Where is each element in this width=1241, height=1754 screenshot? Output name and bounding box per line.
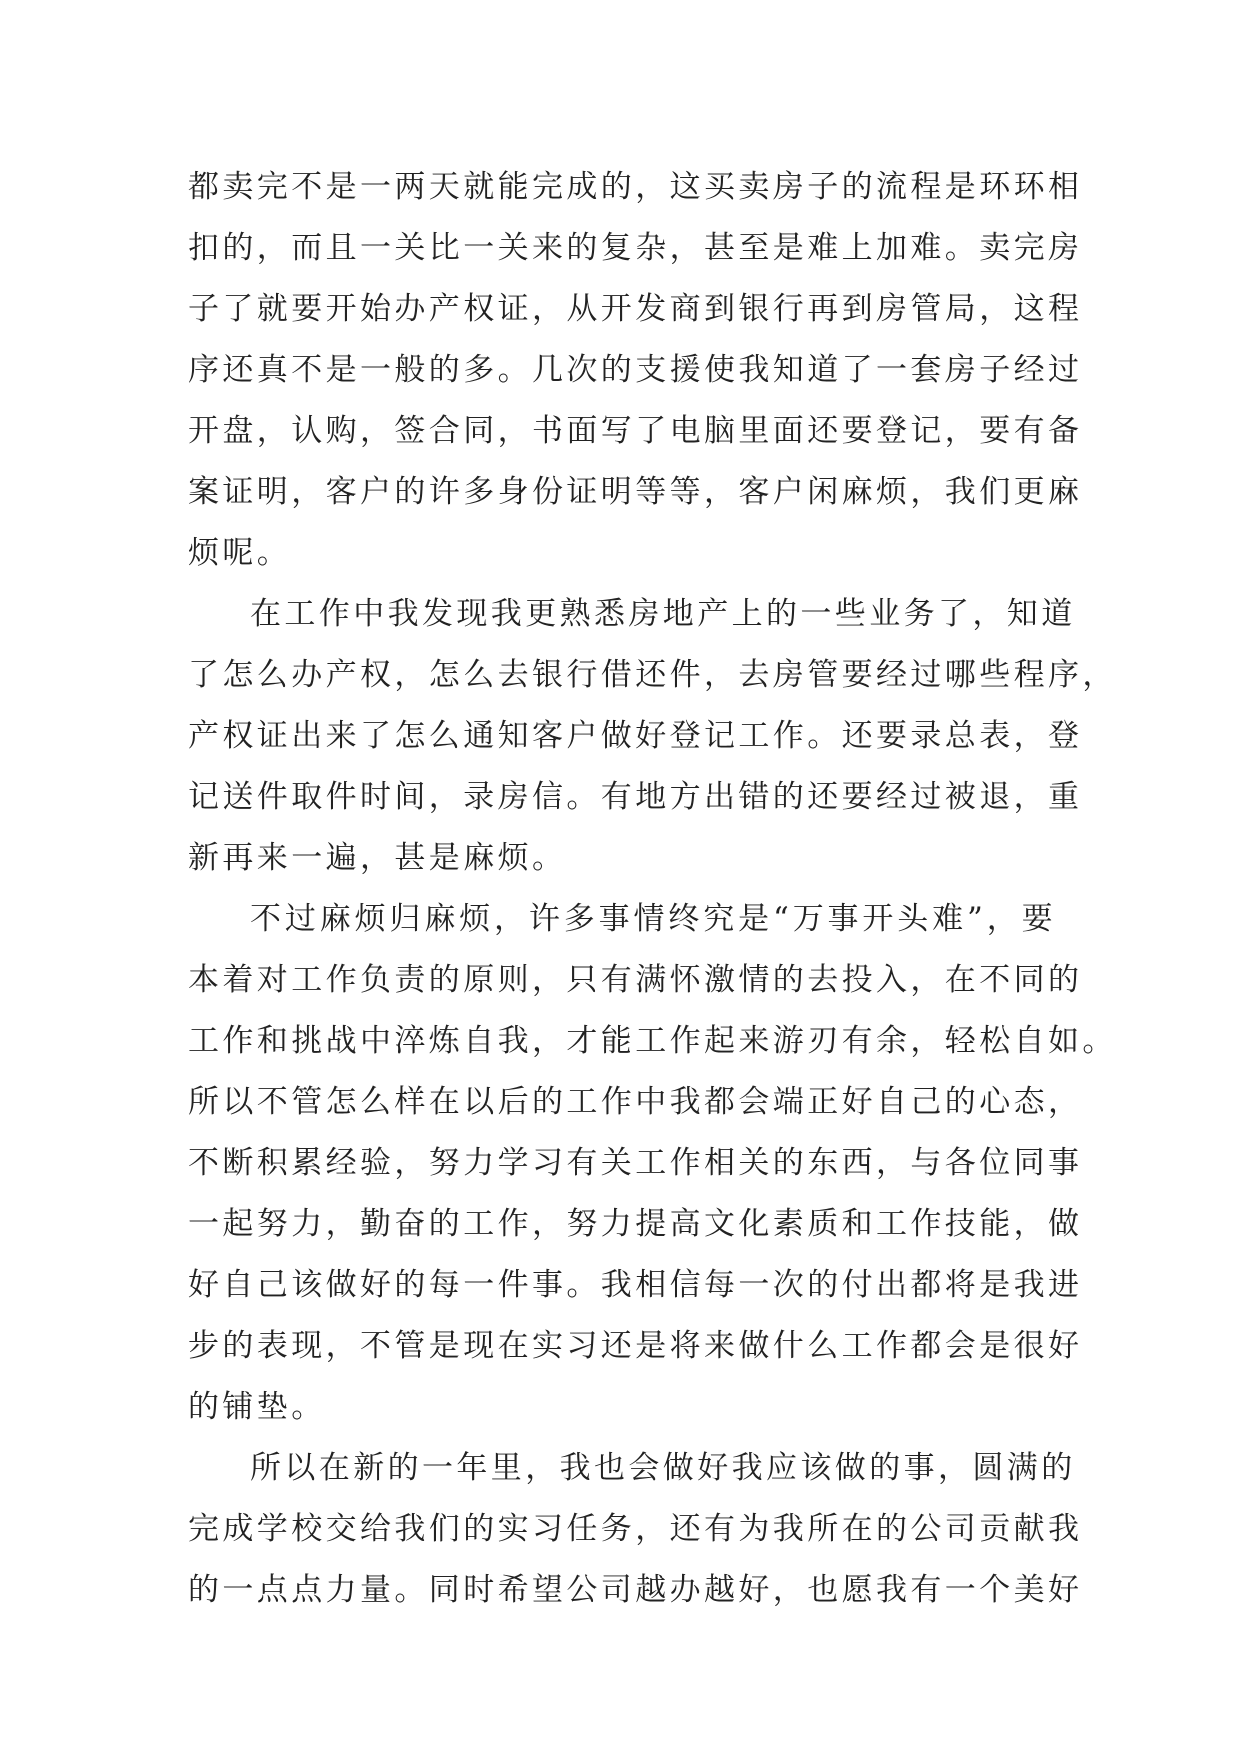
document-body xyxy=(188,157,1117,1621)
text-line: 所以不管怎么样在以后的工作中我都会端正好自己的心态， xyxy=(188,1084,1083,1120)
text-line: 产权证出来了怎么通知客户做好登记工作。还要录总表，登 xyxy=(188,718,1083,754)
text-line: 的一点点力量。同时希望公司越办越好，也愿我有一个美好 xyxy=(188,1572,1083,1608)
text-line: 子了就要开始办产权证，从开发商到银行再到房管局，这程 xyxy=(188,291,1083,327)
text-line: 完成学校交给我们的实习任务，还有为我所在的公司贡献我 xyxy=(188,1511,1083,1547)
text-line: 在工作中我发现我更熟悉房地产上的一些业务了，知道 xyxy=(250,596,1076,632)
text-line: 新再来一遍，甚是麻烦。 xyxy=(188,840,567,876)
text-line: 烦呢。 xyxy=(188,535,292,571)
text-line: 工作和挑战中淬炼自我，才能工作起来游刃有余，轻松自如。 xyxy=(188,1023,1117,1059)
text-line: 步的表现，不管是现在实习还是将来做什么工作都会是很好 xyxy=(188,1328,1083,1364)
text-line: 开盘，认购，签合同，书面写了电脑里面还要登记，要有备 xyxy=(188,413,1083,449)
text-line: 扣的，而且一关比一关来的复杂，甚至是难上加难。卖完房 xyxy=(188,230,1083,266)
text-line: 不过麻烦归麻烦，许多事情终究是“万事开头难”，要 xyxy=(250,901,1056,937)
text-line: 了怎么办产权，怎么去银行借还件，去房管要经过哪些程序， xyxy=(188,657,1117,693)
text-line: 记送件取件时间，录房信。有地方出错的还要经过被退，重 xyxy=(188,779,1083,815)
text-line: 序还真不是一般的多。几次的支援使我知道了一套房子经过 xyxy=(188,352,1083,388)
text-line: 好自己该做好的每一件事。我相信每一次的付出都将是我进 xyxy=(188,1267,1083,1303)
text-line: 的铺垫。 xyxy=(188,1389,326,1425)
text-line: 不断积累经验，努力学习有关工作相关的东西，与各位同事 xyxy=(188,1145,1083,1181)
text-line: 一起努力，勤奋的工作，努力提高文化素质和工作技能，做 xyxy=(188,1206,1083,1242)
text-line: 本着对工作负责的原则，只有满怀激情的去投入，在不同的 xyxy=(188,962,1083,998)
text-line: 案证明，客户的许多身份证明等等，客户闲麻烦，我们更麻 xyxy=(188,474,1083,510)
text-line: 都卖完不是一两天就能完成的，这买卖房子的流程是环环相 xyxy=(188,169,1083,205)
text-line: 所以在新的一年里，我也会做好我应该做的事，圆满的 xyxy=(250,1450,1076,1486)
